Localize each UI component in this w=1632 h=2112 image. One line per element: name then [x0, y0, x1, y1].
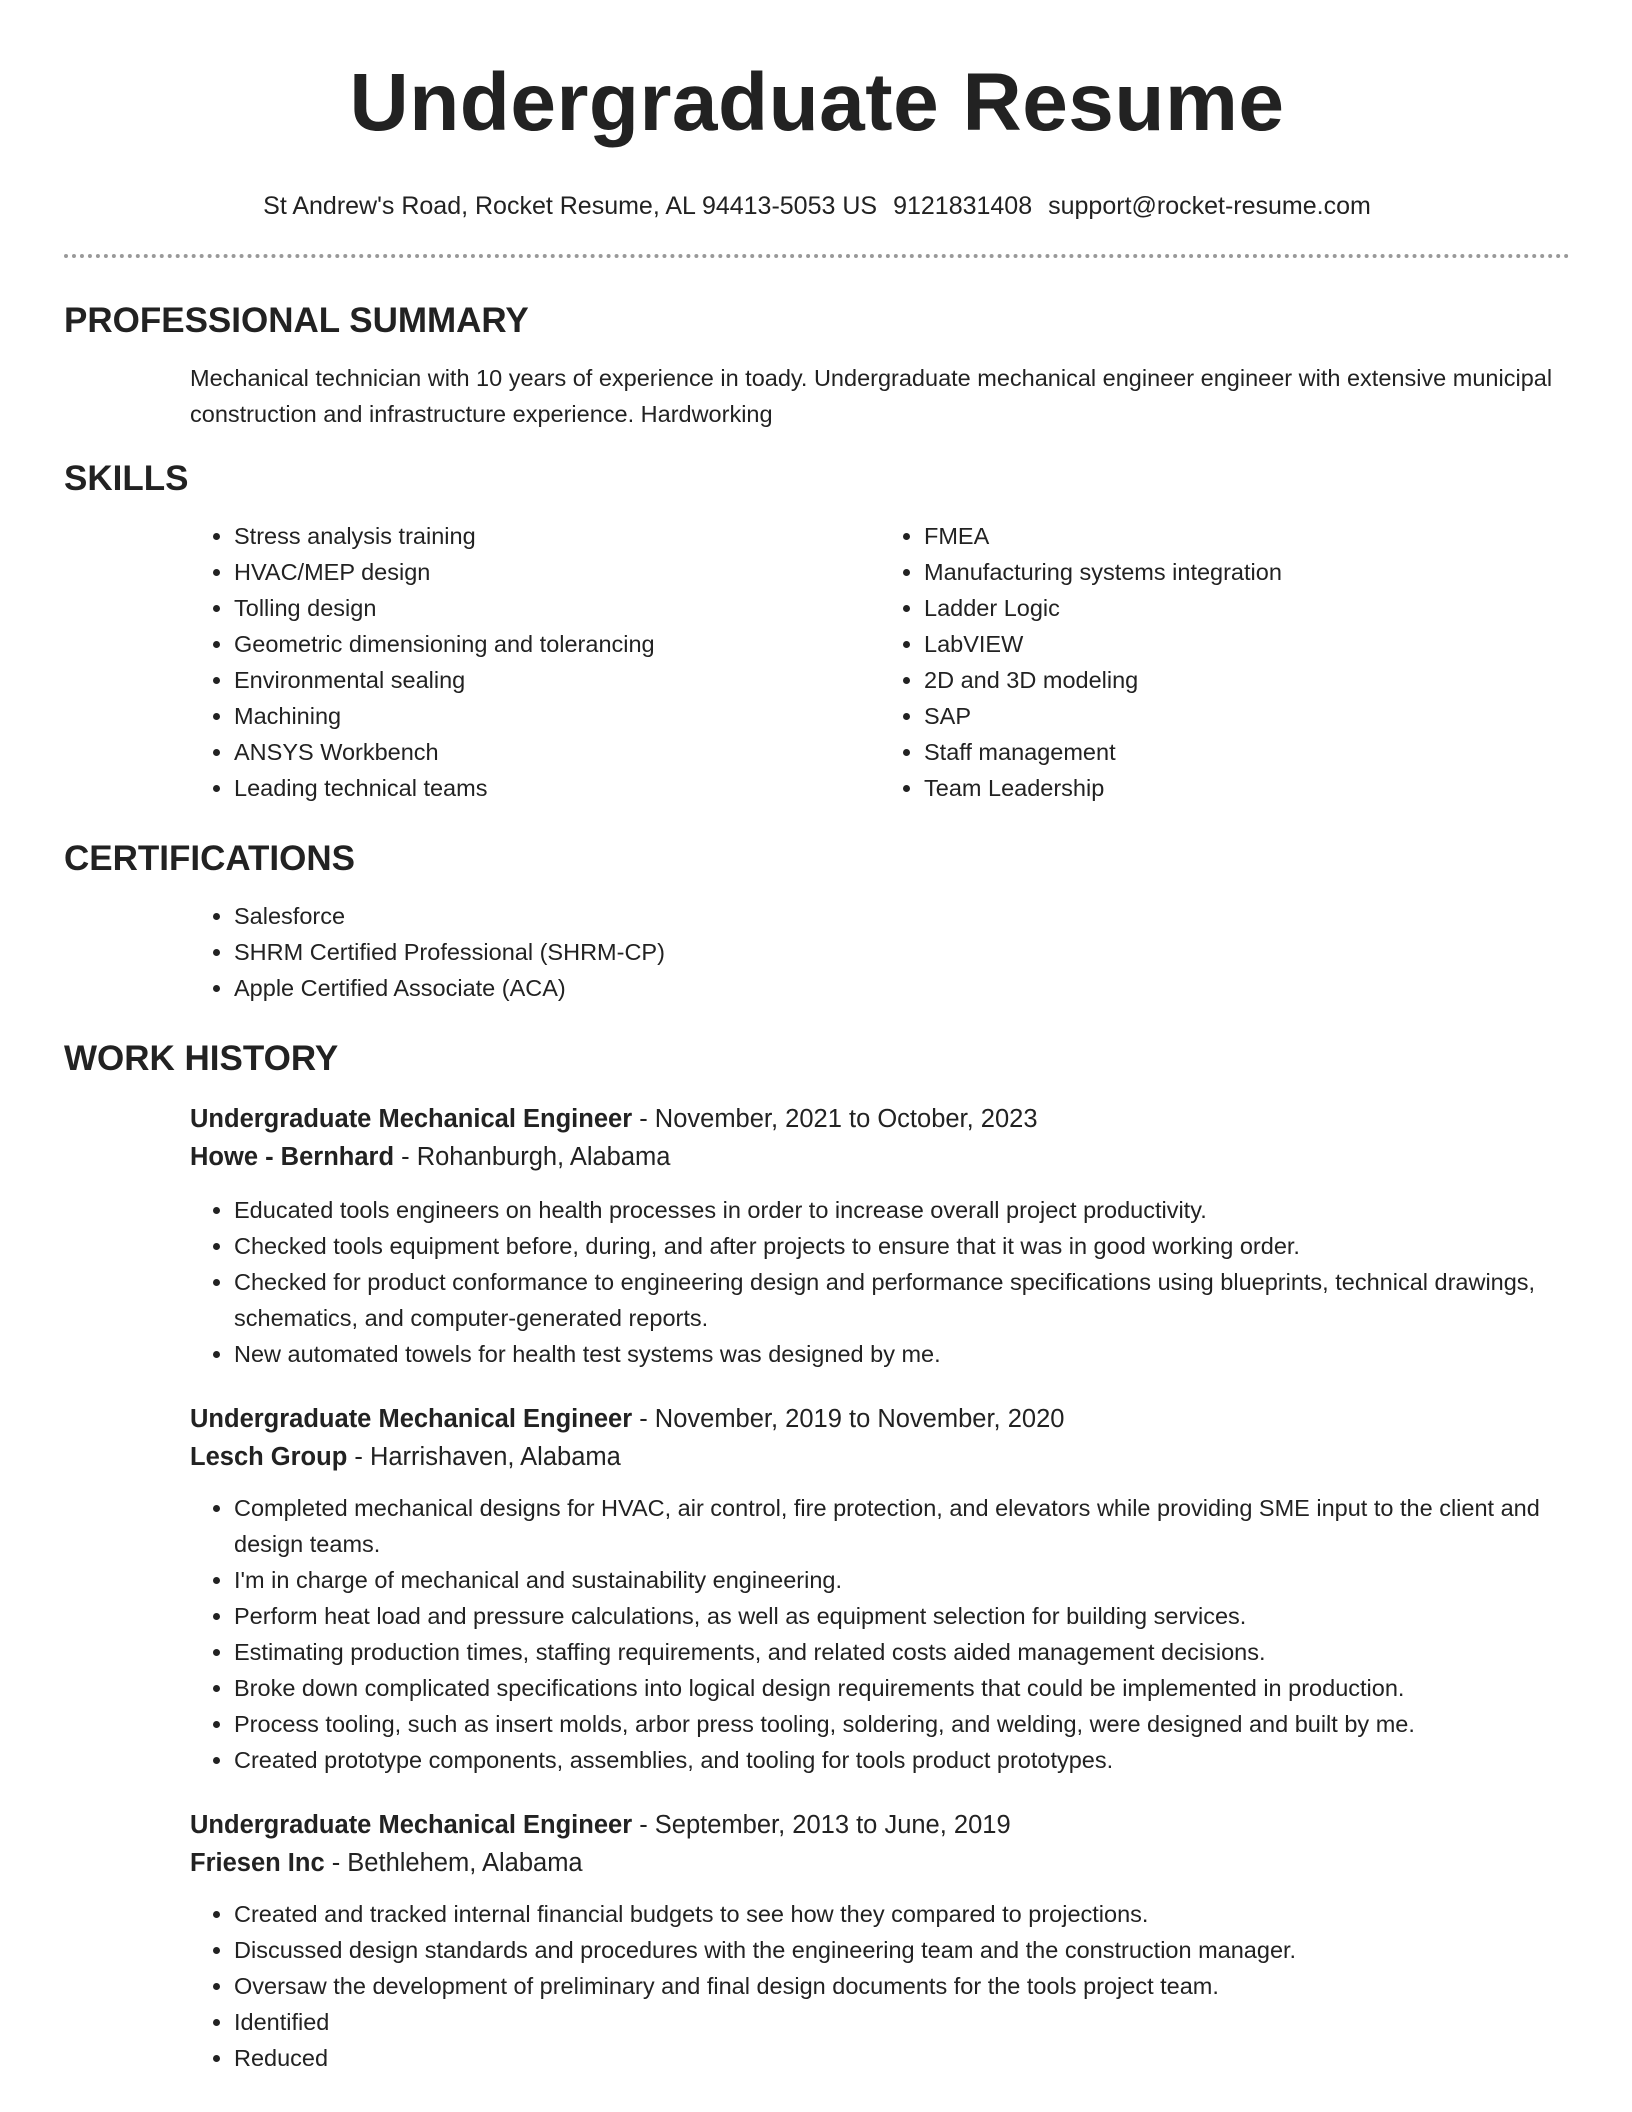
- job-bullets: [190, 1192, 1570, 1372]
- skills-column-left: [190, 518, 880, 806]
- job-bullets: [190, 1490, 1570, 1778]
- job-title: Undergraduate Mechanical Engineer: [190, 1405, 633, 1433]
- job-title: Undergraduate Mechanical Engineer: [190, 1105, 633, 1133]
- job-company: Friesen Inc: [190, 1849, 325, 1877]
- job-company: Lesch Group: [190, 1443, 348, 1471]
- job-bullet: • Checked tools equipment before, during, and after projects to ensure that it was in good working order.: [234, 1228, 1570, 1264]
- job-bullet: • Oversaw the development of preliminary and final design documents for the tools project team.: [234, 1968, 1570, 2004]
- skills-heading: SKILLS: [64, 459, 189, 498]
- skill-item: • Environmental sealing: [234, 662, 880, 698]
- skill-item: • HVAC/MEP design: [234, 554, 880, 590]
- job-bullet: • Reduced: [234, 2040, 1570, 2076]
- job-title-line: [190, 1100, 1570, 1138]
- skill-item: • Staff management: [924, 734, 1570, 770]
- email-text: support@rocket-resume.com: [1048, 192, 1371, 220]
- job-entry: [190, 1100, 1570, 1372]
- job-dates: - November, 2021 to October, 2023: [632, 1105, 1038, 1133]
- job-company-line: [190, 1844, 1570, 1882]
- work-history-list: [190, 1100, 1570, 2076]
- job-title-line: [190, 1400, 1570, 1438]
- address-text: St Andrew's Road, Rocket Resume, AL 94413-5053 US: [263, 192, 878, 220]
- certifications-bullets: [190, 898, 1570, 1006]
- job-bullet: • New automated towels for health test systems was designed by me.: [234, 1336, 1570, 1372]
- skill-item: • SAP: [924, 698, 1570, 734]
- skill-item: • Ladder Logic: [924, 590, 1570, 626]
- resume-page: [64, 0, 1570, 2076]
- job-company-line: [190, 1138, 1570, 1176]
- job-bullet: • Process tooling, such as insert molds, arbor press tooling, soldering, and welding, were designed and built by me.: [234, 1706, 1570, 1742]
- header-divider: [64, 254, 1570, 258]
- skill-item: • ANSYS Workbench: [234, 734, 880, 770]
- skills-column-right: [880, 518, 1570, 806]
- job-bullet: • Checked for product conformance to engineering design and performance specifications using blueprints, technical drawings, schematics, and computer-generated reports.: [234, 1264, 1570, 1336]
- job-bullet: • Estimating production times, staffing requirements, and related costs aided management decisions.: [234, 1634, 1570, 1670]
- page-title: Undergraduate Resume: [349, 57, 1285, 148]
- phone-text: 9121831408: [893, 192, 1033, 220]
- job-bullet: • I'm in charge of mechanical and sustainability engineering.: [234, 1562, 1570, 1598]
- skills-list: [190, 518, 1570, 806]
- job-dates: - September, 2013 to June, 2019: [632, 1811, 1011, 1839]
- job-bullets: [190, 1896, 1570, 2076]
- skill-item: • LabVIEW: [924, 626, 1570, 662]
- certification-item: • Salesforce: [234, 898, 1570, 934]
- skill-item: • Machining: [234, 698, 880, 734]
- job-bullet: • Discussed design standards and procedures with the engineering team and the construction manager.: [234, 1932, 1570, 1968]
- job-company-line: [190, 1438, 1570, 1476]
- job-company: Howe - Bernhard: [190, 1143, 395, 1171]
- skill-item: • Stress analysis training: [234, 518, 880, 554]
- job-bullet: • Perform heat load and pressure calculations, as well as equipment selection for building services.: [234, 1598, 1570, 1634]
- job-bullet: • Completed mechanical designs for HVAC, air control, fire protection, and elevators while providing SME input to the client and design teams.: [234, 1490, 1570, 1562]
- job-title: Undergraduate Mechanical Engineer: [190, 1811, 633, 1839]
- job-title-line: [190, 1806, 1570, 1844]
- skill-item: • Leading technical teams: [234, 770, 880, 806]
- certifications-heading: CERTIFICATIONS: [64, 839, 356, 878]
- job-location: - Harrishaven, Alabama: [347, 1443, 621, 1471]
- job-bullet: • Educated tools engineers on health processes in order to increase overall project productivity.: [234, 1192, 1570, 1228]
- job-entry: [190, 1400, 1570, 1778]
- job-bullet: • Broke down complicated specifications into logical design requirements that could be implemented in production.: [234, 1670, 1570, 1706]
- job-location: - Bethlehem, Alabama: [324, 1849, 583, 1877]
- contact-line: [64, 190, 1570, 222]
- job-dates: - November, 2019 to November, 2020: [632, 1405, 1065, 1433]
- skill-item: • Team Leadership: [924, 770, 1570, 806]
- job-bullet: • Identified: [234, 2004, 1570, 2040]
- skill-item: • Geometric dimensioning and tolerancing: [234, 626, 880, 662]
- skill-item: • Tolling design: [234, 590, 880, 626]
- job-bullet: • Created and tracked internal financial budgets to see how they compared to projections.: [234, 1896, 1570, 1932]
- summary-heading: PROFESSIONAL SUMMARY: [64, 301, 529, 340]
- job-bullet: • Created prototype components, assemblies, and tooling for tools product prototypes.: [234, 1742, 1570, 1778]
- certifications-list: [190, 898, 1570, 1006]
- certification-item: • Apple Certified Associate (ACA): [234, 970, 1570, 1006]
- certification-item: • SHRM Certified Professional (SHRM-CP): [234, 934, 1570, 970]
- skill-item: • Manufacturing systems integration: [924, 554, 1570, 590]
- skill-item: • FMEA: [924, 518, 1570, 554]
- skill-item: • 2D and 3D modeling: [924, 662, 1570, 698]
- job-entry: [190, 1806, 1570, 2076]
- work-history-heading: WORK HISTORY: [64, 1039, 339, 1078]
- summary-text: Mechanical technician with 10 years of experience in toady. Undergraduate mechanical engineer engineer with extensive municipal construction and infrastructure experience. Hardworking: [190, 365, 1553, 427]
- job-location: - Rohanburgh, Alabama: [394, 1143, 671, 1171]
